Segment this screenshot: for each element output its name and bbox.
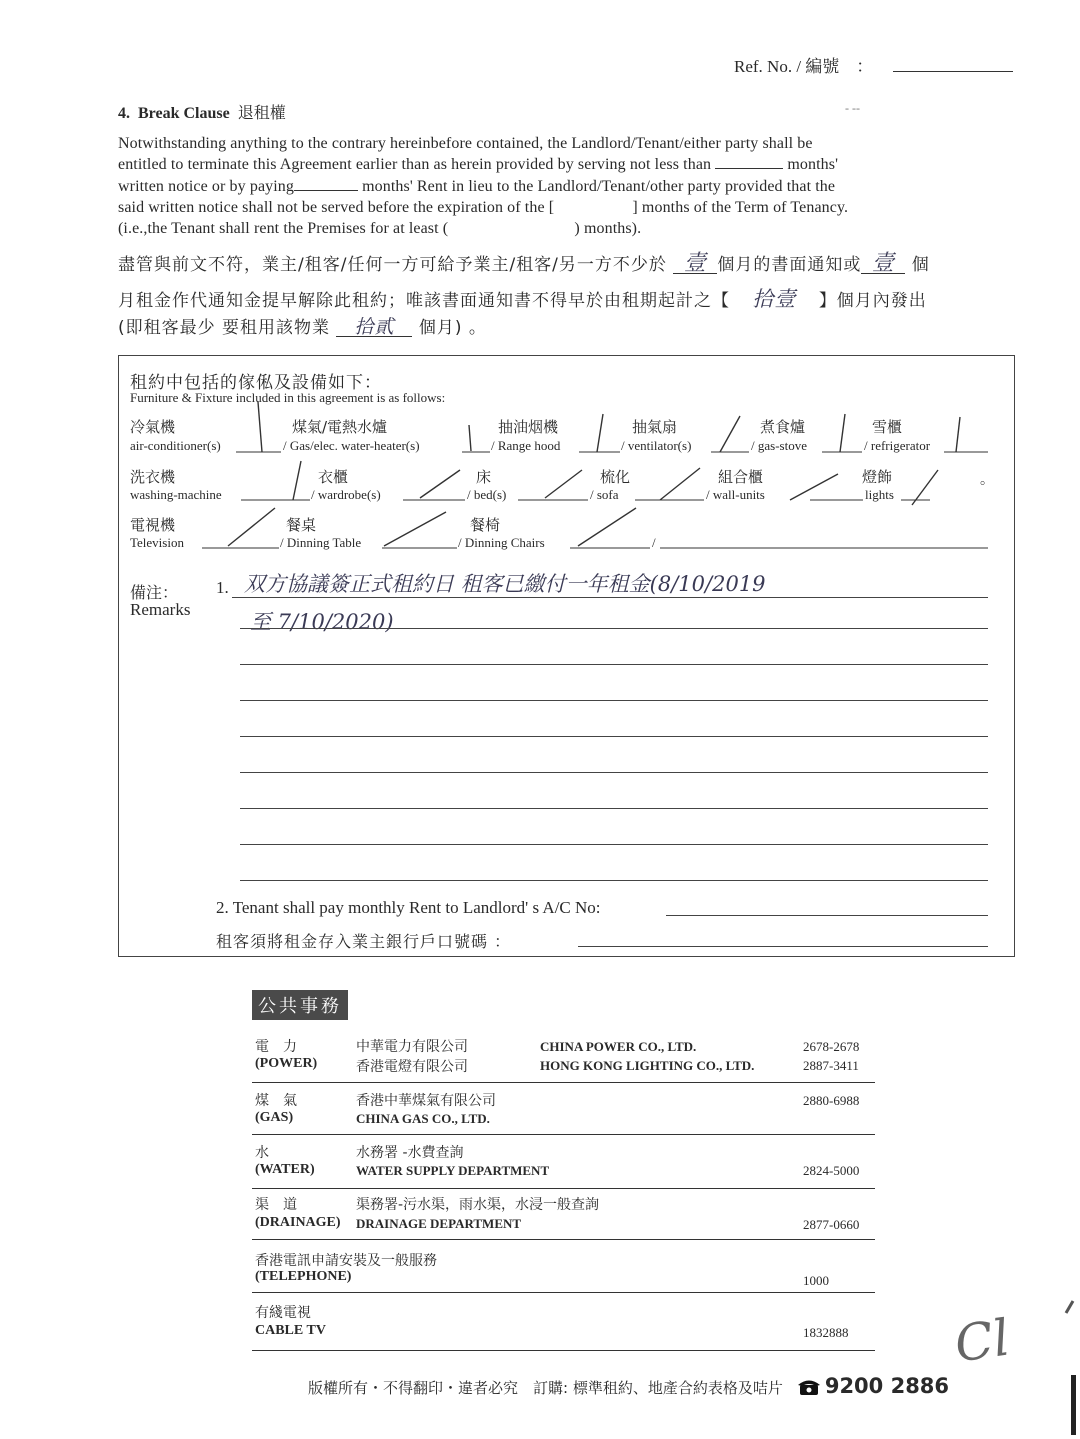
- footer: [308, 1374, 949, 1401]
- item-ventilator-cn: 抽氣扇: [632, 418, 678, 436]
- clause-text: months': [787, 156, 839, 173]
- item-lights-cn: 燈飾: [862, 468, 893, 486]
- clause-text: said written notice shall not be served before the expiration of the [: [118, 199, 555, 216]
- remarks-line: [240, 808, 988, 809]
- remarks-line: [240, 700, 988, 701]
- clause-cn-text: 盡管與前文不符，業主/租客/任何一方可給予業主/租客/另一方不少於: [118, 255, 667, 275]
- clause-text: (i.e.,the Tenant shall rent the Premises for at least (: [118, 220, 449, 237]
- item-sofa-en: / sofa: [590, 487, 619, 502]
- rent-months-handwritten[interactable]: 壹: [861, 255, 905, 274]
- remark-1-handwritten-a: 双方協議簽正式租約日 租客已繳付一年租金(8/10/2019: [244, 572, 766, 596]
- clause-text: entitled to terminate this Agreement earlier than as herein provided by serving not less than: [118, 156, 712, 173]
- util-drainage-name-cn: 渠務署-污水渠，雨水渠，水浸一般查詢: [356, 1197, 600, 1213]
- row2-end-mark: 。: [980, 472, 994, 488]
- util-divider: [252, 1082, 875, 1083]
- minimum-months-handwritten[interactable]: 拾貳: [336, 318, 412, 337]
- account-number-field[interactable]: [666, 915, 988, 916]
- signature: Cl: [951, 1308, 1014, 1374]
- item-range-hood-cn: 抽油烟機: [498, 418, 559, 436]
- util-water-name-en: WATER SUPPLY DEPARTMENT: [356, 1163, 550, 1178]
- stray-mark: - --: [845, 101, 860, 115]
- util-cable-cat-en: CABLE TV: [255, 1323, 326, 1338]
- row3-extra-slash: /: [652, 535, 656, 550]
- expiration-months-handwritten[interactable]: 拾壹: [752, 287, 797, 311]
- util-hke-phone: 2887-3411: [803, 1058, 859, 1073]
- util-clp-name-cn: 中華電力有限公司: [356, 1039, 468, 1055]
- item-2-cn: 租客須將租金存入業主銀行戶口號碼 ：: [216, 932, 512, 951]
- util-hke-name-en: HONG KONG LIGHTING CO., LTD.: [540, 1058, 755, 1073]
- util-telephone-cat-cn: 香港電訊申請安裝及一般服務: [255, 1253, 437, 1269]
- clause-text: written notice or by paying: [118, 178, 294, 195]
- item-water-heater-cn: 煤氣/電熱水爐: [292, 418, 388, 436]
- util-telephone-phone: 1000: [803, 1273, 829, 1288]
- util-divider: [252, 1292, 875, 1293]
- util-drainage-cat-cn: 渠 道: [255, 1197, 297, 1213]
- util-divider: [252, 1134, 875, 1135]
- item-bed-cn: 床: [476, 468, 492, 486]
- util-water-cat-cn: 水: [255, 1145, 269, 1161]
- clause-cn-text: (即租客最少 要租用該物業: [118, 318, 331, 338]
- util-gas-name-en: CHINA GAS CO., LTD.: [356, 1111, 490, 1126]
- util-power-cat-en: (POWER): [255, 1056, 318, 1071]
- clause-cn-text: 個: [911, 255, 930, 275]
- remarks-label-cn: 備注：: [130, 583, 179, 602]
- util-gas-phone: 2880-6988: [803, 1093, 860, 1108]
- utilities-heading: 公共事務: [252, 990, 348, 1020]
- clause-cn-text: 月租金作代通知金提早解除此租約；唯該書面通知書不得早於由租期起計之【: [118, 291, 730, 311]
- item-refrigerator-cn: 雪櫃: [872, 418, 903, 436]
- item-aircon-cn: 冷氣機: [130, 418, 176, 436]
- util-divider: [252, 1188, 875, 1189]
- util-hke-name-cn: 香港電燈有限公司: [356, 1059, 468, 1075]
- item-refrigerator-en: / refrigerator: [864, 438, 931, 453]
- remarks-line: [240, 772, 988, 773]
- clause-text: ] months of the Term of Tenancy.: [632, 199, 849, 216]
- item-washer-en: washing-machine: [130, 487, 222, 502]
- util-water-phone: 2824-5000: [803, 1163, 860, 1178]
- item-wardrobe-en: / wardrobe(s): [311, 487, 381, 502]
- item-2-en: 2. Tenant shall pay monthly Rent to Landlord' s A/C No:: [216, 898, 601, 917]
- remark-1-handwritten-b: 至 7/10/2020): [250, 610, 394, 634]
- item-sofa-cn: 梳化: [600, 468, 631, 486]
- util-drainage-phone: 2877-0660: [803, 1217, 860, 1232]
- util-clp-phone: 2678-2678: [803, 1039, 860, 1054]
- remarks-label-en: Remarks: [130, 600, 191, 619]
- ref-label: Ref. No. / 編號 ：: [734, 57, 874, 76]
- item-dining-table-en: / Dinning Table: [280, 535, 362, 550]
- item-tv-en: Television: [130, 535, 184, 550]
- util-water-cat-en: (WATER): [255, 1162, 315, 1177]
- account-number-cn-field[interactable]: [578, 946, 988, 947]
- util-divider: [252, 1350, 875, 1351]
- clause-text: ) months).: [574, 220, 642, 237]
- util-gas-name-cn: 香港中華煤氣有限公司: [356, 1093, 496, 1109]
- item-wall-units-cn: 組合櫃: [718, 468, 764, 486]
- remarks-line: [240, 880, 988, 881]
- item-dining-chairs-cn: 餐椅: [470, 516, 501, 534]
- item-range-hood-en: / Range hood: [491, 438, 561, 453]
- item-washer-cn: 洗衣機: [130, 468, 176, 486]
- remarks-line: [240, 664, 988, 665]
- util-cable-phone: 1832888: [803, 1325, 849, 1340]
- edge-bar: [1071, 1375, 1076, 1435]
- item-aircon-en: air-conditioner(s): [130, 438, 221, 453]
- remarks-line: [240, 844, 988, 845]
- util-cable-cat-cn: 有綫電視: [255, 1305, 311, 1321]
- clause-title-en: Break Clause: [138, 105, 230, 122]
- remarks-line: [240, 628, 988, 629]
- remark-1-number: 1.: [216, 578, 229, 597]
- util-water-name-cn: 水務署 -水費查詢: [356, 1145, 464, 1161]
- clause-cn-text: 個月) 。: [418, 318, 487, 338]
- util-clp-name-en: CHINA POWER CO., LTD.: [540, 1039, 697, 1054]
- item-bed-en: / bed(s): [467, 487, 507, 502]
- util-gas-cat-cn: 煤 氣: [255, 1093, 297, 1109]
- clause-number: 4.: [118, 105, 130, 122]
- item-water-heater-en: / Gas/elec. water-heater(s): [283, 438, 420, 453]
- clause-text: Notwithstanding anything to the contrary hereinbefore contained, the Landlord/Tenant/either party shall be: [118, 135, 813, 152]
- edge-mark: [1065, 1300, 1075, 1314]
- util-drainage-cat-en: (DRAINAGE): [255, 1215, 341, 1230]
- item-dining-table-cn: 餐桌: [286, 516, 317, 534]
- phone-icon: [797, 1378, 821, 1401]
- util-divider: [252, 1239, 875, 1240]
- clause-cn-text: 個月的書面通知或: [717, 255, 862, 275]
- item-ventilator-en: / ventilator(s): [621, 438, 692, 453]
- util-drainage-name-en: DRAINAGE DEPARTMENT: [356, 1216, 522, 1231]
- item-lights-en: lights: [865, 487, 894, 502]
- clause-title-cn: 退租權: [237, 103, 286, 122]
- item-dining-chairs-en: / Dinning Chairs: [458, 535, 545, 550]
- item-gas-stove-cn: 煮食爐: [760, 418, 806, 436]
- remarks-line: [240, 736, 988, 737]
- clause-text: months' Rent in lieu to the Landlord/Tenant/other party provided that the: [362, 178, 836, 195]
- util-power-cat-cn: 電 力: [255, 1039, 297, 1055]
- furniture-title-cn: 租約中包括的傢俬及設備如下：: [130, 373, 382, 393]
- item-wardrobe-cn: 衣櫃: [318, 468, 349, 486]
- handwritten-marks: [228, 402, 960, 546]
- item-gas-stove-en: / gas-stove: [751, 438, 807, 453]
- item-wall-units-en: / wall-units: [706, 487, 765, 502]
- remarks-line: [232, 597, 988, 598]
- notice-months-handwritten[interactable]: 壹: [673, 255, 717, 274]
- clause-cn-text: 】個月內發出: [818, 291, 927, 311]
- util-gas-cat-en: (GAS): [255, 1110, 294, 1125]
- util-telephone-cat-en: (TELEPHONE): [255, 1269, 352, 1284]
- furniture-title-en: Furniture & Fixture included in this agreement is as follows:: [130, 390, 446, 405]
- footer-phone: 9200 2886: [824, 1374, 950, 1398]
- item-tv-cn: 電視機: [130, 516, 176, 534]
- footer-copyright: 版權所有・不得翻印・違者必究 訂購: 標準租約、地產合約表格及咭片: [308, 1379, 783, 1397]
- furniture-lines: [0, 0, 1080, 600]
